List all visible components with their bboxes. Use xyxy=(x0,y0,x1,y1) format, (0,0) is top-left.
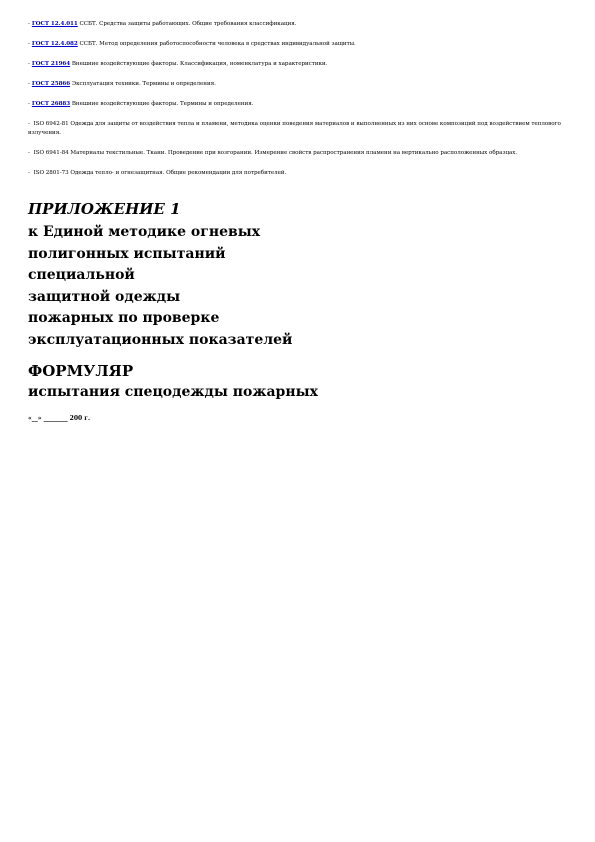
reference-text: ISO 6941-84 Материалы текстильные. Ткани. Проведение при возгорании. Измерение свойств распространения пламени на вертикально расположенных образцах. xyxy=(33,150,518,156)
reference-link[interactable]: ГОСТ 21964 xyxy=(31,61,71,67)
appendix-title: ПРИЛОЖЕНИЕ 1 xyxy=(28,200,181,218)
appendix-line: пожарных по проверке xyxy=(28,310,220,326)
reference-item xyxy=(28,120,568,138)
date-line: «__» ________ 200 г. xyxy=(28,415,91,422)
references-list xyxy=(28,20,568,189)
reference-dash: - xyxy=(28,170,30,176)
reference-dash: - xyxy=(28,41,30,47)
reference-item xyxy=(28,149,568,158)
reference-text: Внешние воздействующие факторы. Классификация, номенклатура и характеристики. xyxy=(71,61,328,67)
reference-dash: - xyxy=(28,81,30,87)
reference-link[interactable]: ГОСТ 12.4.082 xyxy=(31,41,78,47)
reference-dash: - xyxy=(28,21,30,27)
appendix-heading xyxy=(28,200,568,351)
reference-dash: - xyxy=(28,61,30,67)
appendix-line: к Единой методике огневых xyxy=(28,224,261,240)
appendix-line: защитной одежды xyxy=(28,288,181,305)
reference-link[interactable]: ГОСТ 12.4.011 xyxy=(31,21,78,27)
reference-dash: - xyxy=(28,101,30,107)
reference-text: ССБТ. Средства защиты работающих. Общие требования классификация. xyxy=(79,21,297,27)
reference-item xyxy=(28,60,568,69)
reference-item xyxy=(28,20,568,29)
reference-text: ISO 2801-73 Одежда тепло- и огнезащитная. Общие рекомендации для потребителей. xyxy=(33,170,287,176)
reference-item xyxy=(28,40,568,49)
formular-title: ФОРМУЛЯР xyxy=(28,362,134,380)
appendix-line: специальной xyxy=(28,267,135,283)
reference-text: Эксплуатация техники. Термины и определения. xyxy=(71,81,216,87)
formular-subtitle: испытания спецодежды пожарных xyxy=(28,384,318,400)
reference-dash: - xyxy=(28,121,30,127)
reference-dash: - xyxy=(28,150,30,156)
appendix-line: полигонных испытаний xyxy=(28,245,226,262)
reference-text: ССБТ. Метод определения работоспособности человека в средствах индивидуальной защиты. xyxy=(79,41,356,47)
reference-text: Внешние воздействующие факторы. Термины и определения. xyxy=(71,101,254,107)
reference-link[interactable]: ГОСТ 26883 xyxy=(31,101,71,107)
formular-heading xyxy=(28,362,568,402)
reference-item xyxy=(28,100,568,109)
reference-text: ISO 6942-81 Одежда для защиты от воздействия тепла и пламени, методика оценки поведения материалов и выполненных из них основе композиций под воздействием теплового излучения. xyxy=(28,121,561,136)
reference-item xyxy=(28,80,568,89)
reference-item xyxy=(28,169,568,178)
reference-link[interactable]: ГОСТ 25866 xyxy=(31,81,71,87)
appendix-line: эксплуатационных показателей xyxy=(28,331,293,348)
